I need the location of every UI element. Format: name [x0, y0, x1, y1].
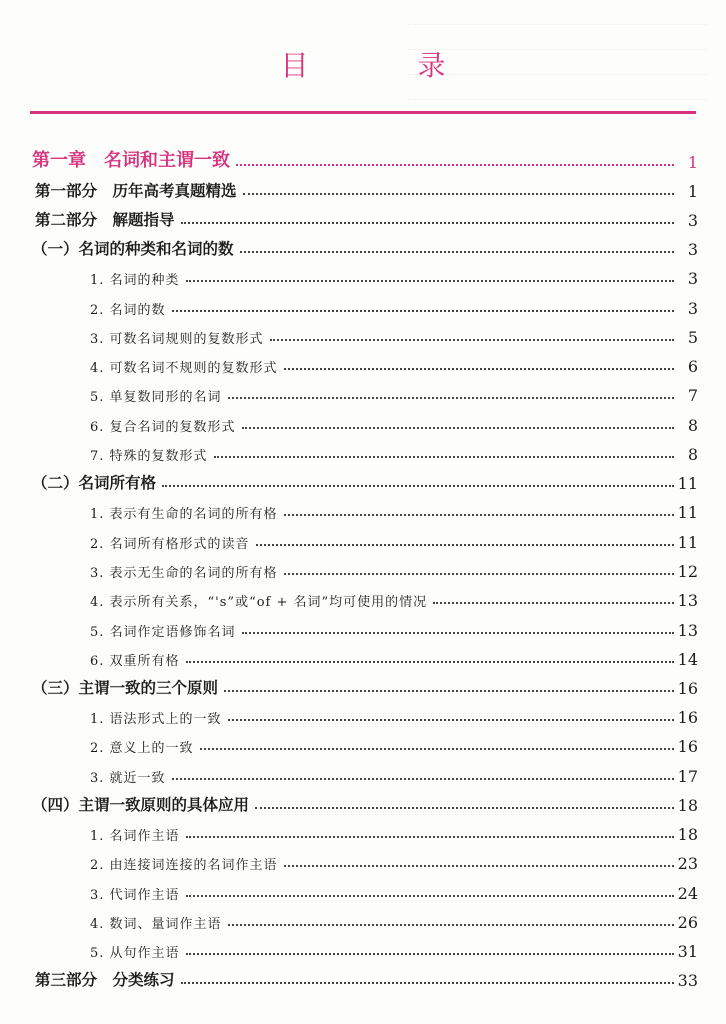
toc-entry-title: 2. 名词的数: [90, 302, 166, 318]
toc-item-row: [32, 873, 698, 902]
toc-entry-title: 3. 表示无生命的名词的所有格: [90, 565, 278, 581]
toc-page-number: 16: [677, 737, 698, 757]
dot-leader: [243, 192, 674, 195]
toc-section-row: [32, 669, 698, 698]
toc-entry-title: 1. 语法形式上的一致: [90, 712, 222, 728]
toc-page-number: 3: [687, 240, 698, 259]
toc-item-row: [32, 756, 698, 785]
dot-leader: [181, 981, 674, 984]
dot-leader: [200, 747, 674, 750]
toc-item-row: [32, 727, 698, 756]
toc-page-number: 11: [677, 474, 698, 494]
dot-leader: [284, 513, 674, 516]
toc-entry-title: 2. 由连接词连接的名词作主语: [90, 858, 278, 874]
dot-leader: [162, 484, 674, 487]
toc-item-row: [32, 376, 698, 405]
toc-item-row: [32, 581, 698, 610]
toc-page-number: 7: [687, 386, 698, 406]
toc-item-row: [32, 405, 698, 434]
toc-page-number: 26: [677, 912, 698, 932]
dot-leader: [186, 835, 674, 838]
toc-entry-title: 第三部分 分类练习: [35, 971, 175, 990]
dot-leader: [270, 338, 674, 341]
toc-item-row: [32, 522, 698, 551]
toc-page-number: 16: [677, 678, 698, 698]
toc-item-row: [32, 259, 698, 288]
table-of-contents: [32, 140, 698, 990]
toc-entry-title: 3. 就近一致: [90, 770, 166, 786]
toc-page-number: 1: [687, 153, 698, 172]
dot-leader: [224, 689, 674, 692]
title-divider: [30, 111, 696, 114]
toc-section-row: [32, 786, 698, 815]
dot-leader: [284, 367, 674, 370]
dot-leader: [186, 279, 674, 282]
toc-page-number: 11: [677, 532, 698, 552]
toc-page-number: 6: [687, 357, 698, 377]
toc-section-row: [32, 230, 698, 259]
toc-entry-title: 1. 名词作主语: [90, 829, 180, 845]
dot-leader: [242, 631, 674, 634]
dot-leader: [256, 543, 674, 546]
dot-leader: [214, 455, 674, 458]
dot-leader: [242, 426, 674, 429]
toc-item-row: [32, 318, 698, 347]
toc-page-number: 18: [677, 825, 698, 845]
toc-entry-title: 2. 意义上的一致: [90, 741, 194, 757]
toc-entry-title: 6. 复合名词的复数形式: [90, 419, 236, 435]
toc-part-row: [32, 172, 698, 201]
toc-entry-title: 3. 代词作主语: [90, 887, 180, 903]
toc-entry-title: 3. 可数名词规则的复数形式: [90, 331, 264, 347]
dot-leader: [284, 864, 674, 867]
toc-part-row: [32, 201, 698, 230]
toc-page-number: 12: [677, 561, 698, 581]
toc-entry-title: 2. 名词所有格形式的读音: [90, 536, 250, 552]
toc-page-number: 11: [677, 503, 698, 523]
toc-page-number: 31: [677, 942, 698, 962]
toc-page-number: 23: [677, 854, 698, 874]
toc-page-number: 13: [677, 591, 698, 611]
toc-item-row: [32, 640, 698, 669]
toc-item-row: [32, 552, 698, 581]
toc-entry-title: 6. 双重所有格: [90, 653, 180, 669]
dot-leader: [186, 894, 674, 897]
toc-page-number: 18: [677, 795, 698, 815]
dot-leader: [228, 396, 674, 399]
toc-item-row: [32, 493, 698, 522]
toc-item-row: [32, 932, 698, 961]
toc-page-number: 8: [687, 415, 698, 435]
toc-entry-title: 7. 特殊的复数形式: [90, 449, 208, 465]
toc-page-number: 3: [687, 269, 698, 289]
dot-leader: [228, 718, 674, 721]
toc-entry-title: 第一章 名词和主谓一致: [32, 150, 230, 171]
dot-leader: [172, 777, 674, 780]
toc-entry-title: 5. 从句作主语: [90, 946, 180, 962]
toc-page-number: 8: [687, 445, 698, 465]
toc-item-row: [32, 698, 698, 727]
toc-item-row: [32, 288, 698, 317]
toc-item-row: [32, 435, 698, 464]
toc-item-row: [32, 347, 698, 376]
dot-leader: [433, 601, 673, 604]
toc-page-number: 14: [677, 649, 698, 669]
toc-page-number: 13: [677, 620, 698, 640]
dot-leader: [284, 572, 674, 575]
toc-item-row: [32, 815, 698, 844]
dot-leader: [236, 163, 674, 166]
dot-leader: [228, 923, 674, 926]
toc-page-number: 33: [677, 971, 698, 991]
toc-item-row: [32, 903, 698, 932]
toc-entry-title: （一）名词的种类和名词的数: [32, 240, 234, 258]
dot-leader: [172, 309, 674, 312]
toc-part-row: [32, 961, 698, 990]
toc-entry-title: 4. 表示所有关系，“'s”或“of + 名词”均可使用的情况: [90, 595, 428, 611]
toc-page-number: 3: [687, 211, 698, 230]
toc-page-number: 5: [687, 327, 698, 347]
toc-entry-title: （四）主谓一致原则的具体应用: [32, 795, 250, 814]
dot-leader: [255, 806, 674, 809]
toc-page-number: 16: [677, 708, 698, 728]
toc-page-number: 17: [677, 766, 698, 786]
toc-entry-title: 4. 数词、量词作主语: [90, 916, 222, 932]
dot-leader: [186, 952, 674, 955]
toc-entry-title: （二）名词所有格: [32, 474, 157, 493]
toc-entry-title: 第一部分 历年高考真题精选: [35, 182, 237, 200]
toc-entry-title: 5. 名词作定语修饰名词: [90, 624, 236, 640]
page-title: 目 录: [280, 49, 496, 82]
toc-item-row: [32, 844, 698, 873]
toc-section-row: [32, 464, 698, 493]
toc-entry-title: （三）主谓一致的三个原则: [32, 678, 219, 697]
toc-entry-title: 1. 表示有生命的名词的所有格: [90, 507, 278, 523]
toc-page-number: 3: [687, 298, 698, 318]
toc-item-row: [32, 610, 698, 639]
toc-entry-title: 5. 单复数同形的名词: [90, 390, 222, 406]
toc-entry-title: 4. 可数名词不规则的复数形式: [90, 361, 278, 377]
toc-page-number: 24: [677, 883, 698, 903]
toc-chapter-row: [32, 140, 698, 172]
toc-entry-title: 1. 名词的种类: [90, 273, 180, 289]
toc-page-number: 1: [687, 182, 698, 201]
dot-leader: [181, 221, 674, 224]
dot-leader: [240, 250, 674, 253]
dot-leader: [186, 660, 674, 663]
toc-entry-title: 第二部分 解题指导: [35, 211, 175, 229]
